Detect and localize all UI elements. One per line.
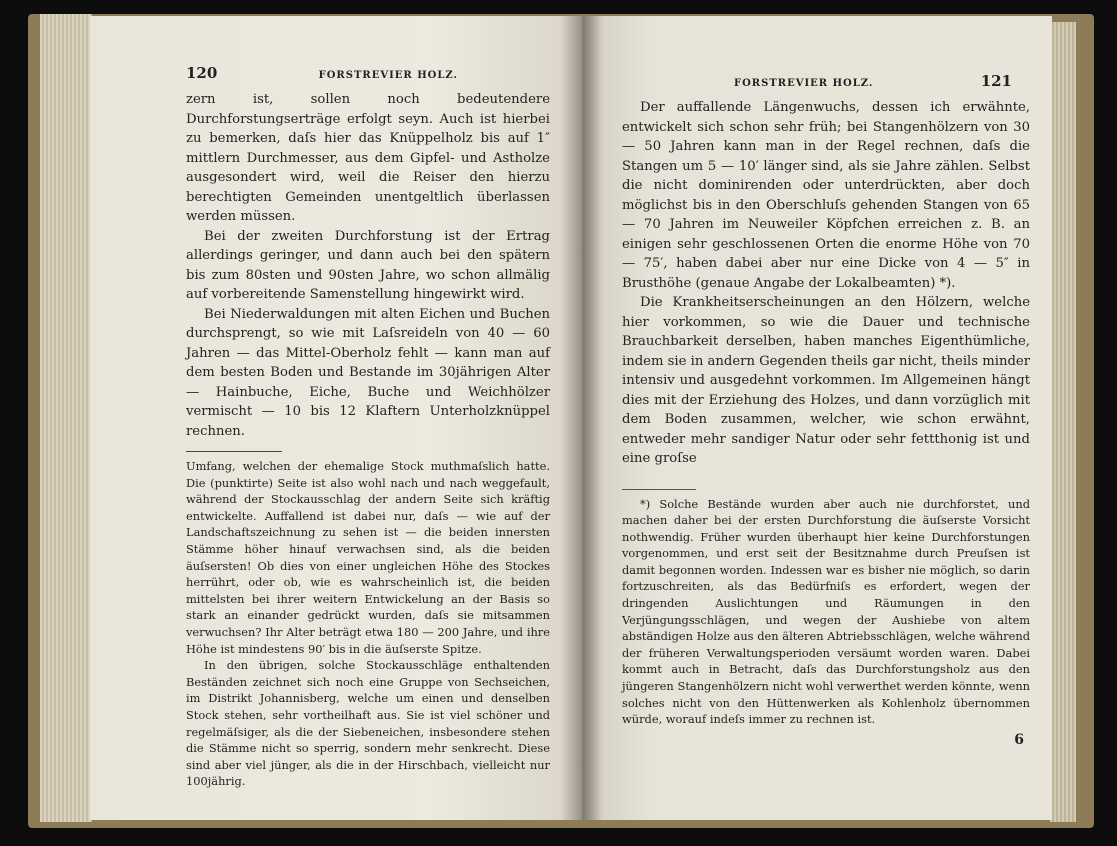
page-edges-left: [40, 14, 92, 822]
body-paragraph: Die Krankheitserscheinungen an den Hölzern, welche hier vorkommen, so wie die Dauer und technische Brauchbarkeit derselben, haben manches Eigenthümliche, indem sie in andern Gegenden theils gar nicht, theils minder intensiv und ausgedehnt vorkommen. Im Allgemeinen hängt dies mit der Erziehung des Holzes, und dann vorzüglich mit dem Boden zusammen, welcher, wie schon erwähnt, entweder mehr sandiger Natur oder sehr fettthonig ist und eine groſse: [622, 295, 1030, 466]
footnote-paragraph: In den übrigen, solche Stockausschläge enthaltenden Beständen zeichnet sich noch eine Gruppe von Sechseichen, im Distrikt Johannisberg, welche um einen und denselben Stock stehen, sehr vortheilhaft aus. Sie ist viel schöner und regelmäſsiger, als die der Siebeneichen, insbesondere stehen die Stämme nicht so sperrig, sondern mehr senkrecht. Diese sind aber viel jünger, als die in der Hirschbach, vielleicht nur 100jährig.: [186, 658, 550, 789]
footnote-block-left: [186, 458, 550, 790]
page-number-left: 120: [186, 64, 218, 82]
left-page: [90, 16, 582, 820]
right-page: [582, 16, 1052, 820]
footnote-rule: [622, 489, 696, 490]
left-page-header: [186, 64, 550, 82]
footnote-paragraph: Umfang, welchen der ehemalige Stock muthmaſslich hatte. Die (punktirte) Seite ist also wohl nach und nach weggefault, während der Stockausschlag der andern Seite sich kräftig entwickelte. Auffallend ist dabei nur, daſs — wie auf der Landschaftszeichnung zu sehen ist — die beiden innersten Stämme höher hinauf verwachsen sind, als die beiden äuſsersten! Ob dies von einer ungleichen Höhe des Stockes herrührt, oder ob, wie es wahrscheinlich ist, die beiden mittelsten bei ihrer weitern Entwickelung an der Basis so stark an einander gedrückt wurden, daſs sie mitsammen verwuchsen? Ihr Alter beträgt etwa 180 — 200 Jahre, und ihre Höhe ist mindestens 90′ bis in die äuſserste Spitze.: [186, 459, 550, 656]
footnote-rule: [186, 451, 282, 452]
body-paragraph: Bei Niederwaldungen mit alten Eichen und Buchen durchsprengt, so wie mit Laſsreideln von 40 — 60 Jahren — das Mittel-Oberholz fehlt — kann man auf dem besten Boden und Bestande im 30jährigen Alter — Hainbuche, Eiche, Buche und Weichhölzer vermischt — 10 bis 12 Klaftern Unterholzknüppel rechnen.: [186, 306, 550, 439]
body-paragraph: Der auffallende Längenwuchs, dessen ich erwähnte, entwickelt sich schon sehr früh; bei Stangenhölzern von 30 — 50 Jahren kann man in der Regel rechnen, daſs die Stangen um 5 — 10′ länger sind, als sie Jahre zählen. Selbst die nicht dominirenden oder unterdrückten, aber doch möglichst bis in den Oberschluſs gehenden Stangen von 65 — 70 Jahren im Neuweiler Köpfchen erreichen z. B. an einigen sehr geschlossenen Orten die enorme Höhe von 70 — 75′, haben dabei aber nur eine Dicke von 4 — 5″ in Brusthöhe (genaue Angabe der Lokalbeamten) *).: [622, 100, 1030, 291]
body-paragraph: zern ist, sollen noch bedeutendere Durchforstungserträge erfolgt seyn. Auch ist hierbei zu bemerken, daſs hier das Knüppelholz bis auf 1″ mittlern Durchmesser, aus dem Gipfel- und Astholze ausgesondert wird, weil die Reiser den hierzu berechtigten Gemeinden unentgeltlich überlassen werden müssen.: [186, 92, 550, 224]
page-edges-right: [1050, 22, 1076, 822]
running-head-right: FORSTREVIER HOLZ.: [734, 78, 874, 89]
body-paragraph: Bei der zweiten Durchforstung ist der Ertrag allerdings geringer, und dann auch bei den spätern bis zum 80sten und 90sten Jahre, wo schon allmälig auf vorbereitende Samenstellung hingewirkt wird.: [186, 228, 550, 302]
signature-mark: 6: [1014, 731, 1024, 748]
page-number-right: 121: [980, 72, 1012, 90]
running-head-left: FORSTREVIER HOLZ.: [318, 70, 458, 81]
footnote-paragraph: *) Solche Bestände wurden aber auch nie durchforstet, und machen daher bei der ersten Durchforstung die äuſserste Vorsicht nothwendig. Früher wurden überhaupt hier keine Durchforstungen vorgenommen, und erst seit der Besitznahme durch Preuſsen ist damit begonnen worden. Indessen war es bisher nie möglich, so darin fortzuschreiten, als das Bedürfniſs es erfordert, wegen der dringenden Auslichtungen und Räumungen in den Verjüngungsschlägen, und wegen der Aushiebe von altem abständigen Holze aus den älteren Abtriebsschlägen, welche während der früheren Verwaltungsperioden versäumt worden waren. Dabei kommt auch in Betracht, daſs das Durchforstungsholz aus den jüngeren Stangenhölzern nicht wohl verwerthet werden könnte, wenn solches nicht von den Hüttenwerken als Kohlenholz übernommen würde, worauf indeſs immer zu rechnen ist.: [622, 496, 1030, 727]
right-page-header: [622, 72, 1030, 90]
footnote-block-right: [622, 496, 1030, 728]
